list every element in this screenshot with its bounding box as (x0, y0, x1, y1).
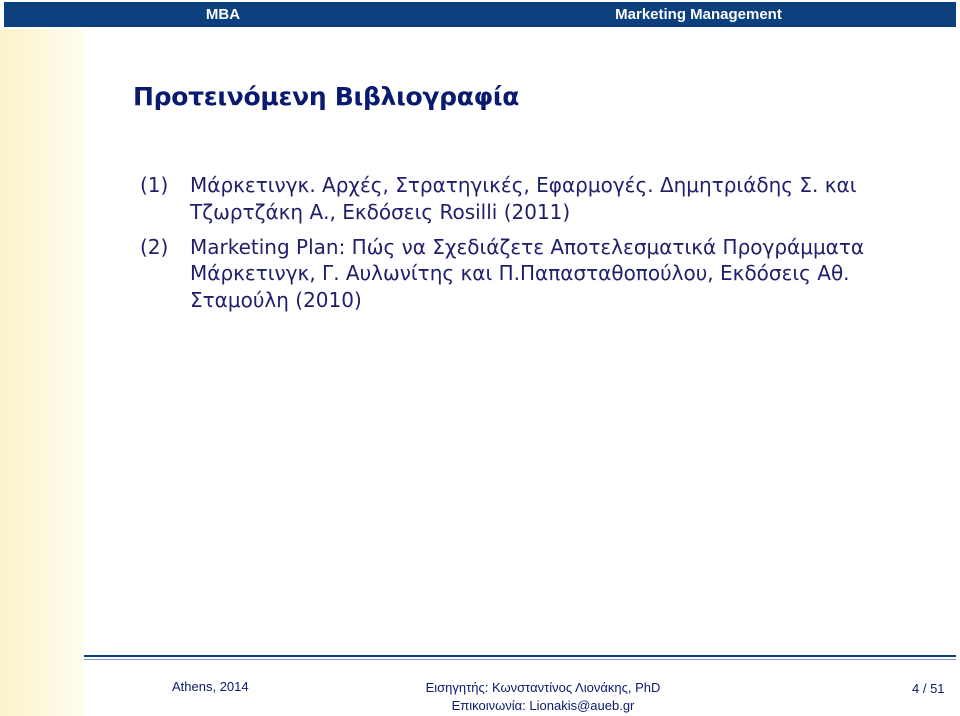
footer-presenter-block (423, 679, 663, 715)
page-current: 4 (912, 681, 920, 696)
reference-item (140, 234, 900, 314)
page-total: 51 (930, 681, 945, 696)
reference-item (140, 172, 900, 226)
sidebar-decoration (0, 29, 84, 716)
reference-number: (1) (140, 173, 169, 197)
footer-divider-thin (84, 659, 956, 660)
page-separator: / (919, 681, 931, 696)
footer-location-date: Athens, 2014 (172, 679, 249, 694)
footer-divider (84, 655, 956, 657)
footer-presenter: Εισηγητής: Κωνσταντίνος Λιονάκης, PhD (425, 680, 661, 695)
footer-contact: Επικοινωνία: Lionakis@aueb.gr (451, 698, 635, 713)
header-mba-label: MBA (4, 2, 442, 27)
reference-list (140, 172, 900, 314)
page-number (912, 681, 945, 696)
reference-text: Μάρκετινγκ. Αρχές, Στρατηγικές, Εφαρμογές. Δημητριάδης Σ. και Τζωρτζάκη Α., Εκδόσεις Rosilli (2011) (190, 173, 857, 224)
header-bar (0, 0, 960, 29)
header-course-label: Marketing Management (441, 2, 956, 27)
reference-number: (2) (140, 234, 169, 259)
reference-text: Marketing Plan: Πώς να Σχεδιάζετε Αποτελεσματικά Προγράμματα Μάρκετινγκ, Γ. Αυλωνίτης και Π.Παπασταθοπούλου, Εκδόσεις Αθ. Σταμούλη (2010) (190, 234, 865, 313)
slide-title: Προτεινόμενη Βιβλιογραφία (133, 82, 520, 111)
